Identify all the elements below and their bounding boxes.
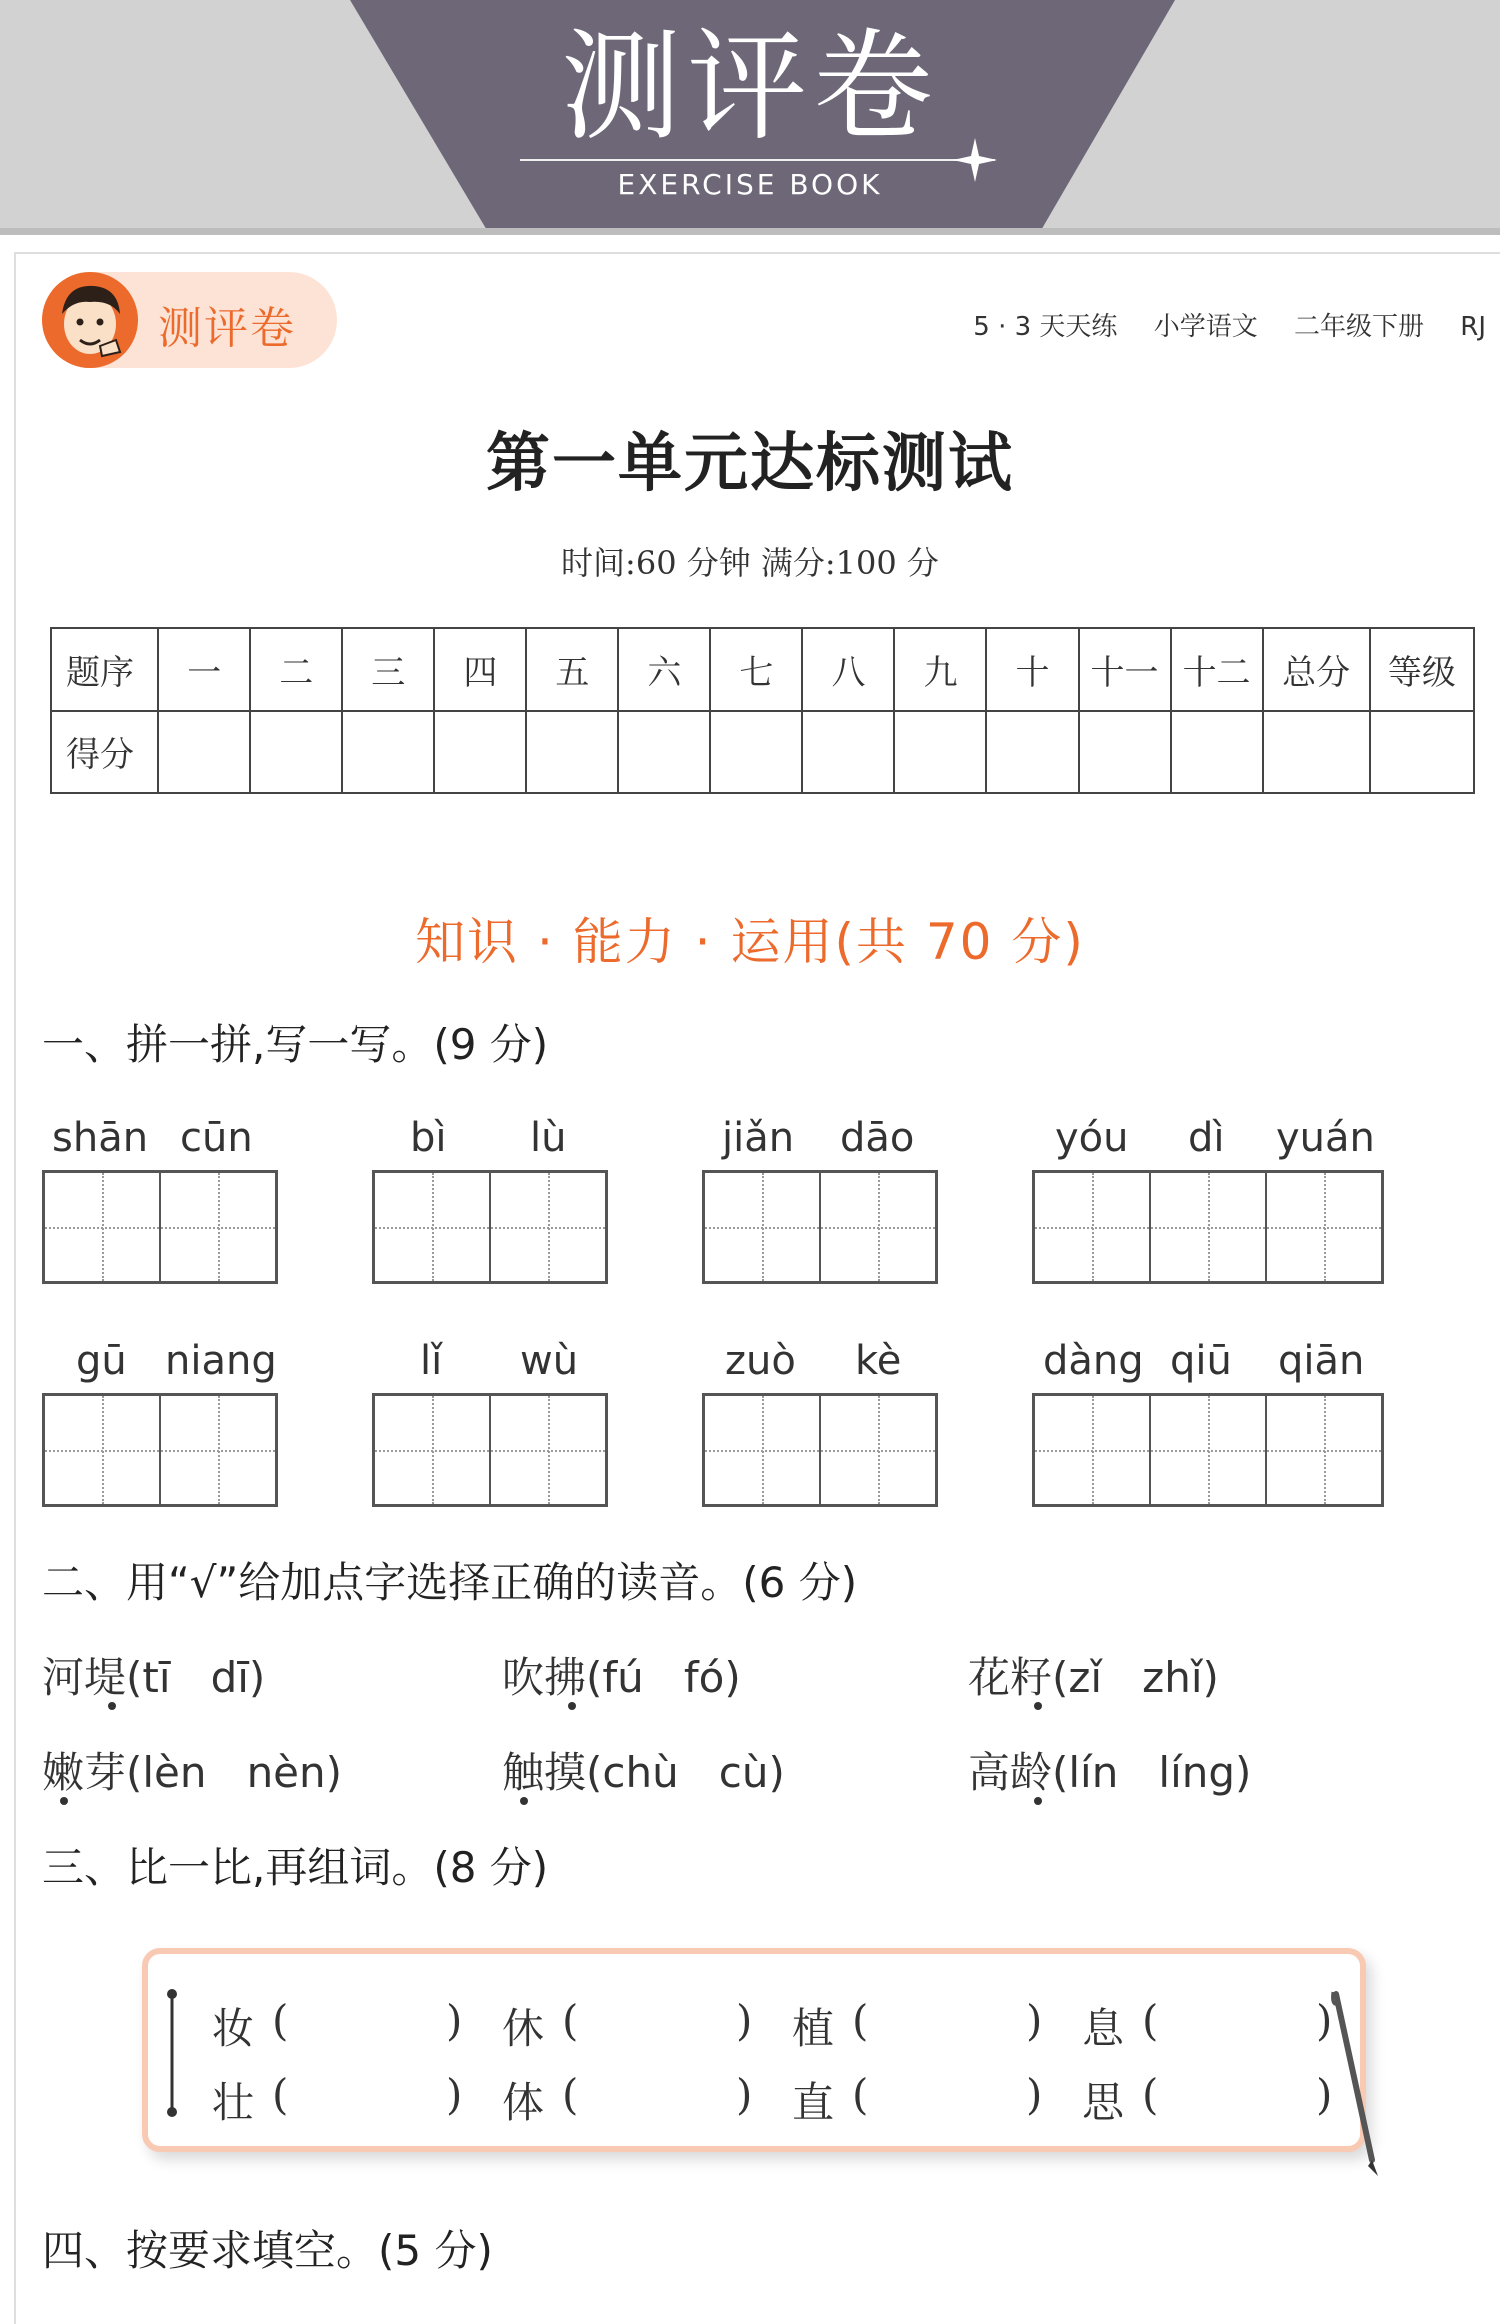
writing-cell[interactable]: [821, 1396, 935, 1504]
close-paren: ): [1026, 1996, 1043, 2045]
open-paren: (: [1142, 1996, 1159, 2045]
compare-char: 直: [792, 2078, 835, 2127]
emphasis-dot: [568, 1702, 576, 1710]
close-paren: ): [1316, 2070, 1333, 2119]
writing-grid[interactable]: [1032, 1170, 1384, 1284]
score-cell[interactable]: [710, 711, 802, 794]
pinyin: cūn: [180, 1115, 253, 1161]
score-cell[interactable]: [342, 711, 434, 794]
grade-label: 二年级下册: [1293, 312, 1424, 342]
col-header: 二: [250, 628, 342, 711]
close-paren: ): [736, 2070, 753, 2119]
col-header: 一: [158, 628, 250, 711]
reading-choice-item[interactable]: 触摸(chù cù): [502, 1748, 785, 1797]
exam-title: 第一单元达标测试: [486, 426, 1014, 501]
open-paren: (: [562, 2070, 579, 2119]
compare-char: 壮: [212, 2078, 255, 2127]
pinyin: gū: [76, 1338, 127, 1384]
pinyin: shān: [52, 1115, 149, 1161]
pinyin: kè: [855, 1338, 902, 1384]
reading-choice-item[interactable]: 河堤(tī dī): [42, 1653, 266, 1702]
reading-choice-item[interactable]: 吹拂(fú fó): [502, 1653, 741, 1702]
badge-label: 测评卷: [158, 303, 296, 354]
writing-grid[interactable]: [42, 1393, 278, 1507]
score-cell[interactable]: [894, 711, 986, 794]
score-cell[interactable]: [618, 711, 710, 794]
writing-cell[interactable]: [1151, 1173, 1267, 1281]
compare-char: 息: [1082, 2004, 1125, 2053]
writing-cell[interactable]: [705, 1396, 821, 1504]
pinyin: yuán: [1276, 1115, 1375, 1161]
writing-cell[interactable]: [1267, 1173, 1381, 1281]
close-paren: ): [736, 1996, 753, 2045]
writing-grid[interactable]: [1032, 1393, 1384, 1507]
q1-title: 一、拼一拼,写一写。(9 分): [42, 1020, 549, 1069]
student-avatar-icon: [40, 270, 140, 370]
compare-char: 思: [1082, 2078, 1125, 2127]
score-table-header-row: [51, 628, 1474, 711]
writing-cell[interactable]: [491, 1173, 605, 1281]
banner-subtitle: EXERCISE BOOK: [617, 168, 883, 201]
pinyin: yóu: [1055, 1115, 1129, 1161]
col-header: 八: [802, 628, 894, 711]
writing-cell[interactable]: [375, 1173, 491, 1281]
bracket-icon: [162, 1988, 182, 2118]
score-cell[interactable]: [158, 711, 250, 794]
writing-cell[interactable]: [1035, 1396, 1151, 1504]
compare-char: 植: [792, 2004, 835, 2053]
pinyin: qiān: [1278, 1338, 1365, 1384]
writing-cell[interactable]: [45, 1396, 161, 1504]
col-header: 十: [986, 628, 1078, 711]
banner: [0, 0, 1500, 235]
pinyin: lǐ: [420, 1338, 443, 1384]
pinyin: wù: [520, 1338, 579, 1384]
open-paren: (: [272, 2070, 289, 2119]
emphasis-dot: [520, 1797, 528, 1805]
open-paren: (: [1142, 2070, 1159, 2119]
open-paren: (: [852, 2070, 869, 2119]
score-table-score-row: [51, 711, 1474, 794]
writing-cell[interactable]: [161, 1396, 275, 1504]
writing-grid[interactable]: [372, 1170, 608, 1284]
col-header: 六: [618, 628, 710, 711]
header-info: [945, 306, 1486, 343]
pinyin: dì: [1188, 1115, 1225, 1161]
writing-cell[interactable]: [821, 1173, 935, 1281]
close-paren: ): [446, 2070, 463, 2119]
pinyin: dàng: [1043, 1338, 1144, 1384]
col-header: 总分: [1263, 628, 1370, 711]
score-cell[interactable]: [434, 711, 526, 794]
writing-grid[interactable]: [42, 1170, 278, 1284]
writing-grid[interactable]: [372, 1393, 608, 1507]
score-cell[interactable]: [1171, 711, 1263, 794]
q2-title: 二、用“√”给加点字选择正确的读音。(6 分): [42, 1558, 858, 1607]
writing-cell[interactable]: [375, 1396, 491, 1504]
pinyin: dāo: [840, 1115, 915, 1161]
open-paren: (: [852, 1996, 869, 2045]
pinyin: lù: [530, 1115, 567, 1161]
pinyin: niang: [165, 1338, 277, 1384]
edition-label: RJ: [1460, 312, 1486, 342]
q3-title: 三、比一比,再组词。(8 分): [42, 1843, 549, 1892]
col-header: 五: [526, 628, 618, 711]
writing-grid[interactable]: [702, 1393, 938, 1507]
score-cell[interactable]: [802, 711, 894, 794]
col-header: 等级: [1370, 628, 1474, 711]
score-table: [50, 627, 1475, 794]
close-paren: ): [1316, 1996, 1333, 2045]
compare-char: 体: [502, 2078, 545, 2127]
score-cell[interactable]: [526, 711, 618, 794]
pinyin: zuò: [725, 1338, 796, 1384]
q4-title: 四、按要求填空。(5 分): [42, 2226, 493, 2275]
open-paren: (: [272, 1996, 289, 2045]
writing-cell[interactable]: [1035, 1173, 1151, 1281]
writing-cell[interactable]: [491, 1396, 605, 1504]
writing-cell[interactable]: [45, 1173, 161, 1281]
score-cell[interactable]: [1079, 711, 1171, 794]
row-label-score: 得分: [51, 711, 158, 794]
reading-choice-item[interactable]: 嫩芽(lèn nèn): [42, 1748, 343, 1797]
exam-time: 时间:60 分钟 满分:100 分: [561, 544, 939, 582]
close-paren: ): [1026, 2070, 1043, 2119]
emphasis-dot: [60, 1797, 68, 1805]
open-paren: (: [562, 1996, 579, 2045]
reading-choice-item[interactable]: 高龄(lín líng): [968, 1748, 1252, 1797]
col-header: 三: [342, 628, 434, 711]
col-header: 十二: [1171, 628, 1263, 711]
writing-cell[interactable]: [1151, 1396, 1267, 1504]
emphasis-dot: [1034, 1702, 1042, 1710]
col-header: 九: [894, 628, 986, 711]
pinyin: bì: [410, 1115, 447, 1161]
score-cell[interactable]: [250, 711, 342, 794]
writing-cell[interactable]: [1267, 1396, 1381, 1504]
col-header: 十一: [1079, 628, 1171, 711]
col-header: 七: [710, 628, 802, 711]
emphasis-dot: [1034, 1797, 1042, 1805]
col-header: 四: [434, 628, 526, 711]
compare-words-box: [142, 1948, 1366, 2152]
close-paren: ): [446, 1996, 463, 2045]
writing-cell[interactable]: [705, 1173, 821, 1281]
writing-cell[interactable]: [161, 1173, 275, 1281]
pinyin: qiū: [1170, 1338, 1232, 1384]
score-cell[interactable]: [1263, 711, 1370, 794]
banner-title: 测评卷: [561, 18, 939, 157]
series-label: 5 · 3 天天练: [973, 312, 1118, 342]
row-label-order: 题序: [51, 628, 158, 711]
pinyin: jiǎn: [722, 1115, 795, 1161]
score-cell[interactable]: [1370, 711, 1474, 794]
compare-char: 休: [502, 2004, 545, 2053]
writing-grid[interactable]: [702, 1170, 938, 1284]
pencil-icon: [1328, 1990, 1388, 2180]
section-heading: 知识 · 能力 · 运用(共 70 分): [415, 913, 1085, 971]
compare-char: 妆: [212, 2004, 255, 2053]
subject-label: 小学语文: [1153, 312, 1258, 342]
reading-choice-item[interactable]: 花籽(zǐ zhǐ): [968, 1653, 1219, 1702]
emphasis-dot: [108, 1702, 116, 1710]
banner-strip: [0, 228, 1500, 235]
score-cell[interactable]: [986, 711, 1078, 794]
